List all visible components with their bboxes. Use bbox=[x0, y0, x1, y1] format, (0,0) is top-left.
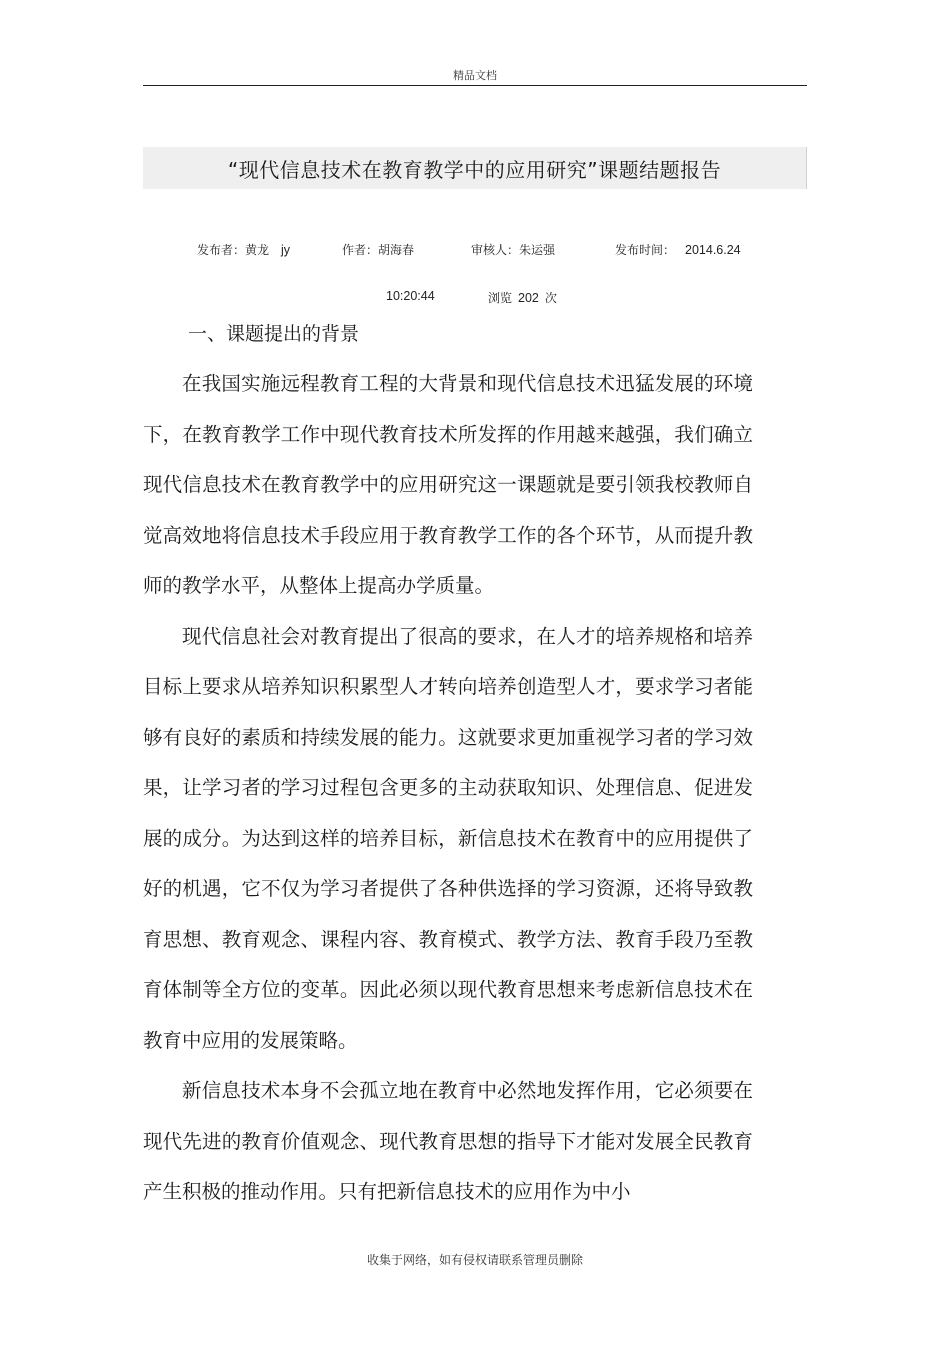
views-count: 202 bbox=[518, 291, 539, 305]
publisher-suffix: jy bbox=[281, 243, 291, 257]
publisher-name: 黄龙 bbox=[245, 243, 270, 257]
publish-time: 10:20:44 bbox=[386, 289, 435, 303]
paragraph: 现代信息社会对教育提出了很高的要求，在人才的培养规格和培养目标上要求从培养知识积累型人才转向培养创造型人才，要求学习者能够有良好的素质和持续发展的能力。这就要求更加重视学习者的学习效果，让学习者的学习过程包含更多的主动获取知识、处理信息、促进发展的成分。为达到这样的培养目标，新信息技术在教育中的应用提供了好的机遇，它不仅为学习者提供了各种供选择的学习资源，还将导致教育思想、教育观念、课程内容、教育模式、教学方法、教育手段乃至教育体制等全方位的变革。因此必须以现代教育思想来考虑新信息技术在教育中应用的发展策略。 bbox=[143, 624, 753, 1052]
reviewer-info bbox=[471, 241, 555, 258]
publisher-label: 发布者： bbox=[197, 243, 246, 257]
title-banner bbox=[143, 147, 807, 189]
header-divider bbox=[143, 85, 807, 86]
section-heading: 一、课题提出的背景 bbox=[188, 323, 360, 345]
publisher-info bbox=[197, 241, 290, 258]
reviewer-label: 审核人： bbox=[471, 243, 520, 257]
author-label: 作者： bbox=[342, 243, 379, 257]
header-label: 精品文档 bbox=[453, 69, 497, 82]
article-body bbox=[143, 359, 753, 1218]
paragraph: 新信息技术本身不会孤立地在教育中必然地发挥作用，它必须要在现代先进的教育价值观念、现代教育思想的指导下才能对发展全民教育产生积极的推动作用。只有把新信息技术的应用作为中小 bbox=[143, 1079, 753, 1203]
author-name: 胡海春 bbox=[378, 243, 415, 257]
publish-time-info bbox=[615, 241, 741, 258]
reviewer-name: 朱运强 bbox=[519, 243, 556, 257]
time-label: 发布时间： bbox=[615, 243, 676, 257]
page-footer: 收集于网络，如有侵权请联系管理员删除 bbox=[366, 1253, 583, 1267]
view-count-info bbox=[488, 289, 557, 306]
views-unit: 次 bbox=[544, 291, 557, 305]
views-label: 浏览 bbox=[488, 291, 513, 305]
publish-date: 2014.6.24 bbox=[685, 243, 741, 257]
paragraph: 在我国实施远程教育工程的大背景和现代信息技术迅猛发展的环境下，在教育教学工作中现代教育技术所发挥的作用越来越强，我们确立现代信息技术在教育教学中的应用研究这一课题就是要引领我校教师自觉高效地将信息技术手段应用于教育教学工作的各个环节，从而提升教师的教学水平，从整体上提高办学质量。 bbox=[143, 372, 753, 597]
page-title: “现代信息技术在教育教学中的应用研究”课题结题报告 bbox=[227, 157, 722, 182]
author-info bbox=[342, 241, 414, 258]
